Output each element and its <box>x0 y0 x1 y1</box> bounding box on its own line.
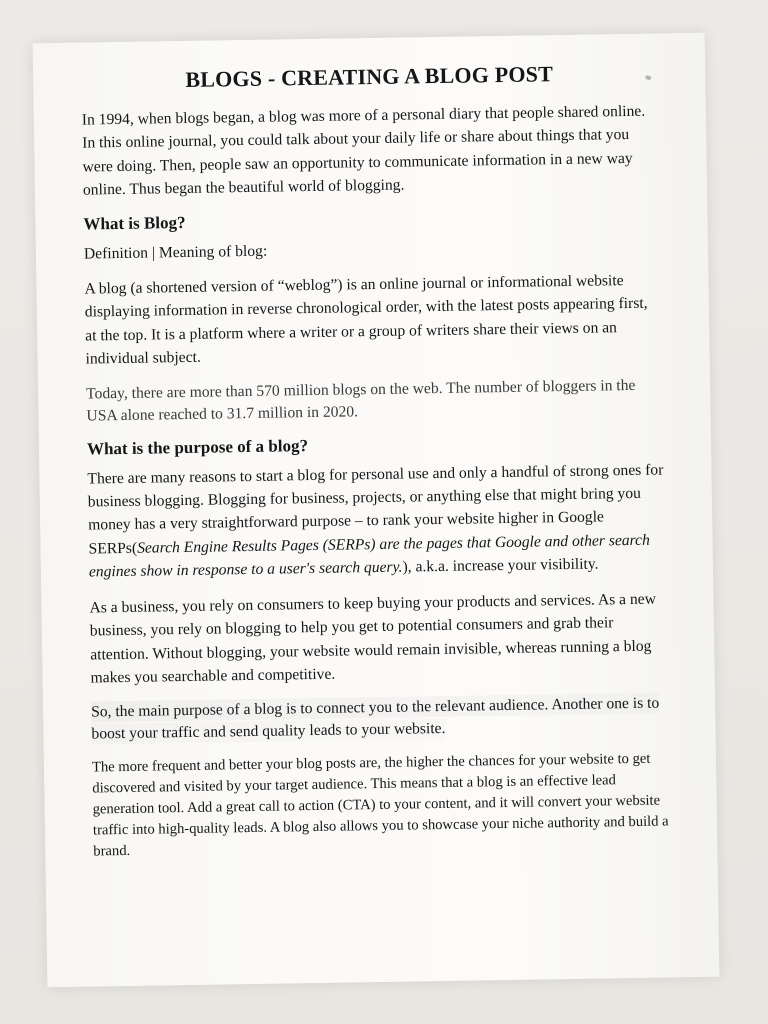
section-heading-what-is-blog: What is Blog? <box>83 212 186 234</box>
paper-sheet <box>33 33 720 987</box>
document-content <box>81 60 670 875</box>
section-heading-purpose: What is the purpose of a blog? <box>86 435 309 459</box>
definition-paragraph: A blog (a shortened version of “weblog”) is an online journal or informational website displaying information in reverse chronological order, with the latest posts appearing first, at the top. It is a platform where a writer or a group of writers share their views on an individual subject. <box>84 272 648 368</box>
purpose-paragraph-4: The more frequent and better your blog posts are, the higher the chances for your website to get discovered and visited by your target audience. This means that a blog is an effective lead generation tool. Add a great call to action (CTA) to your content, and it will convert your website traffic into high-quality leads. A blog also allows you to showcase your niche authority and build a brand. <box>91 751 669 860</box>
definition-label: Definition | Meaning of blog: <box>83 242 268 263</box>
highlighted-text: So, the main purpose of a blog is to connect you to the relevant audience. Another one is to boost your traffic and send quality leads to your website. <box>91 694 660 743</box>
purpose-paragraph-1-start: There are many reasons to start a blog for personal use and only a handful of strong ones for business blogging. Blogging for business, projects, or anything else that might bring you money has a very straightforward purpose – to rank your website higher in Google SERPs( <box>87 461 664 558</box>
purpose-paragraph-1-end: ), a.k.a. increase your visibility. <box>402 555 599 576</box>
purpose-paragraph-1 <box>87 458 665 584</box>
purpose-paragraph-3 <box>91 693 668 746</box>
serps-definition: Search Engine Results Pages (SERPs) are the pages that Google and other search engines show in response to a user's search query. <box>88 531 650 581</box>
statistics-paragraph: Today, there are more than 570 million blogs on the web. The number of bloggers in the USA alone reached to 31.7 million in 2020. <box>86 376 636 425</box>
purpose-paragraph-2: As a business, you rely on consumers to keep buying your products and services. As a new business, you rely on blogging to help you get to potential consumers and grab their attention. Without blogging, your website would remain invisible, whereas running a blog makes you searchable and competitive. <box>89 590 657 687</box>
document-title: BLOGS - CREATING A BLOG POST <box>185 61 554 92</box>
intro-paragraph: In 1994, when blogs began, a blog was more of a personal diary that people shared online. In this online journal, you could talk about your daily life or share about things that you were doing. Then, people saw an opportunity to communicate information in a new way online. Thus began the beautiful world of blogging. <box>81 102 646 199</box>
